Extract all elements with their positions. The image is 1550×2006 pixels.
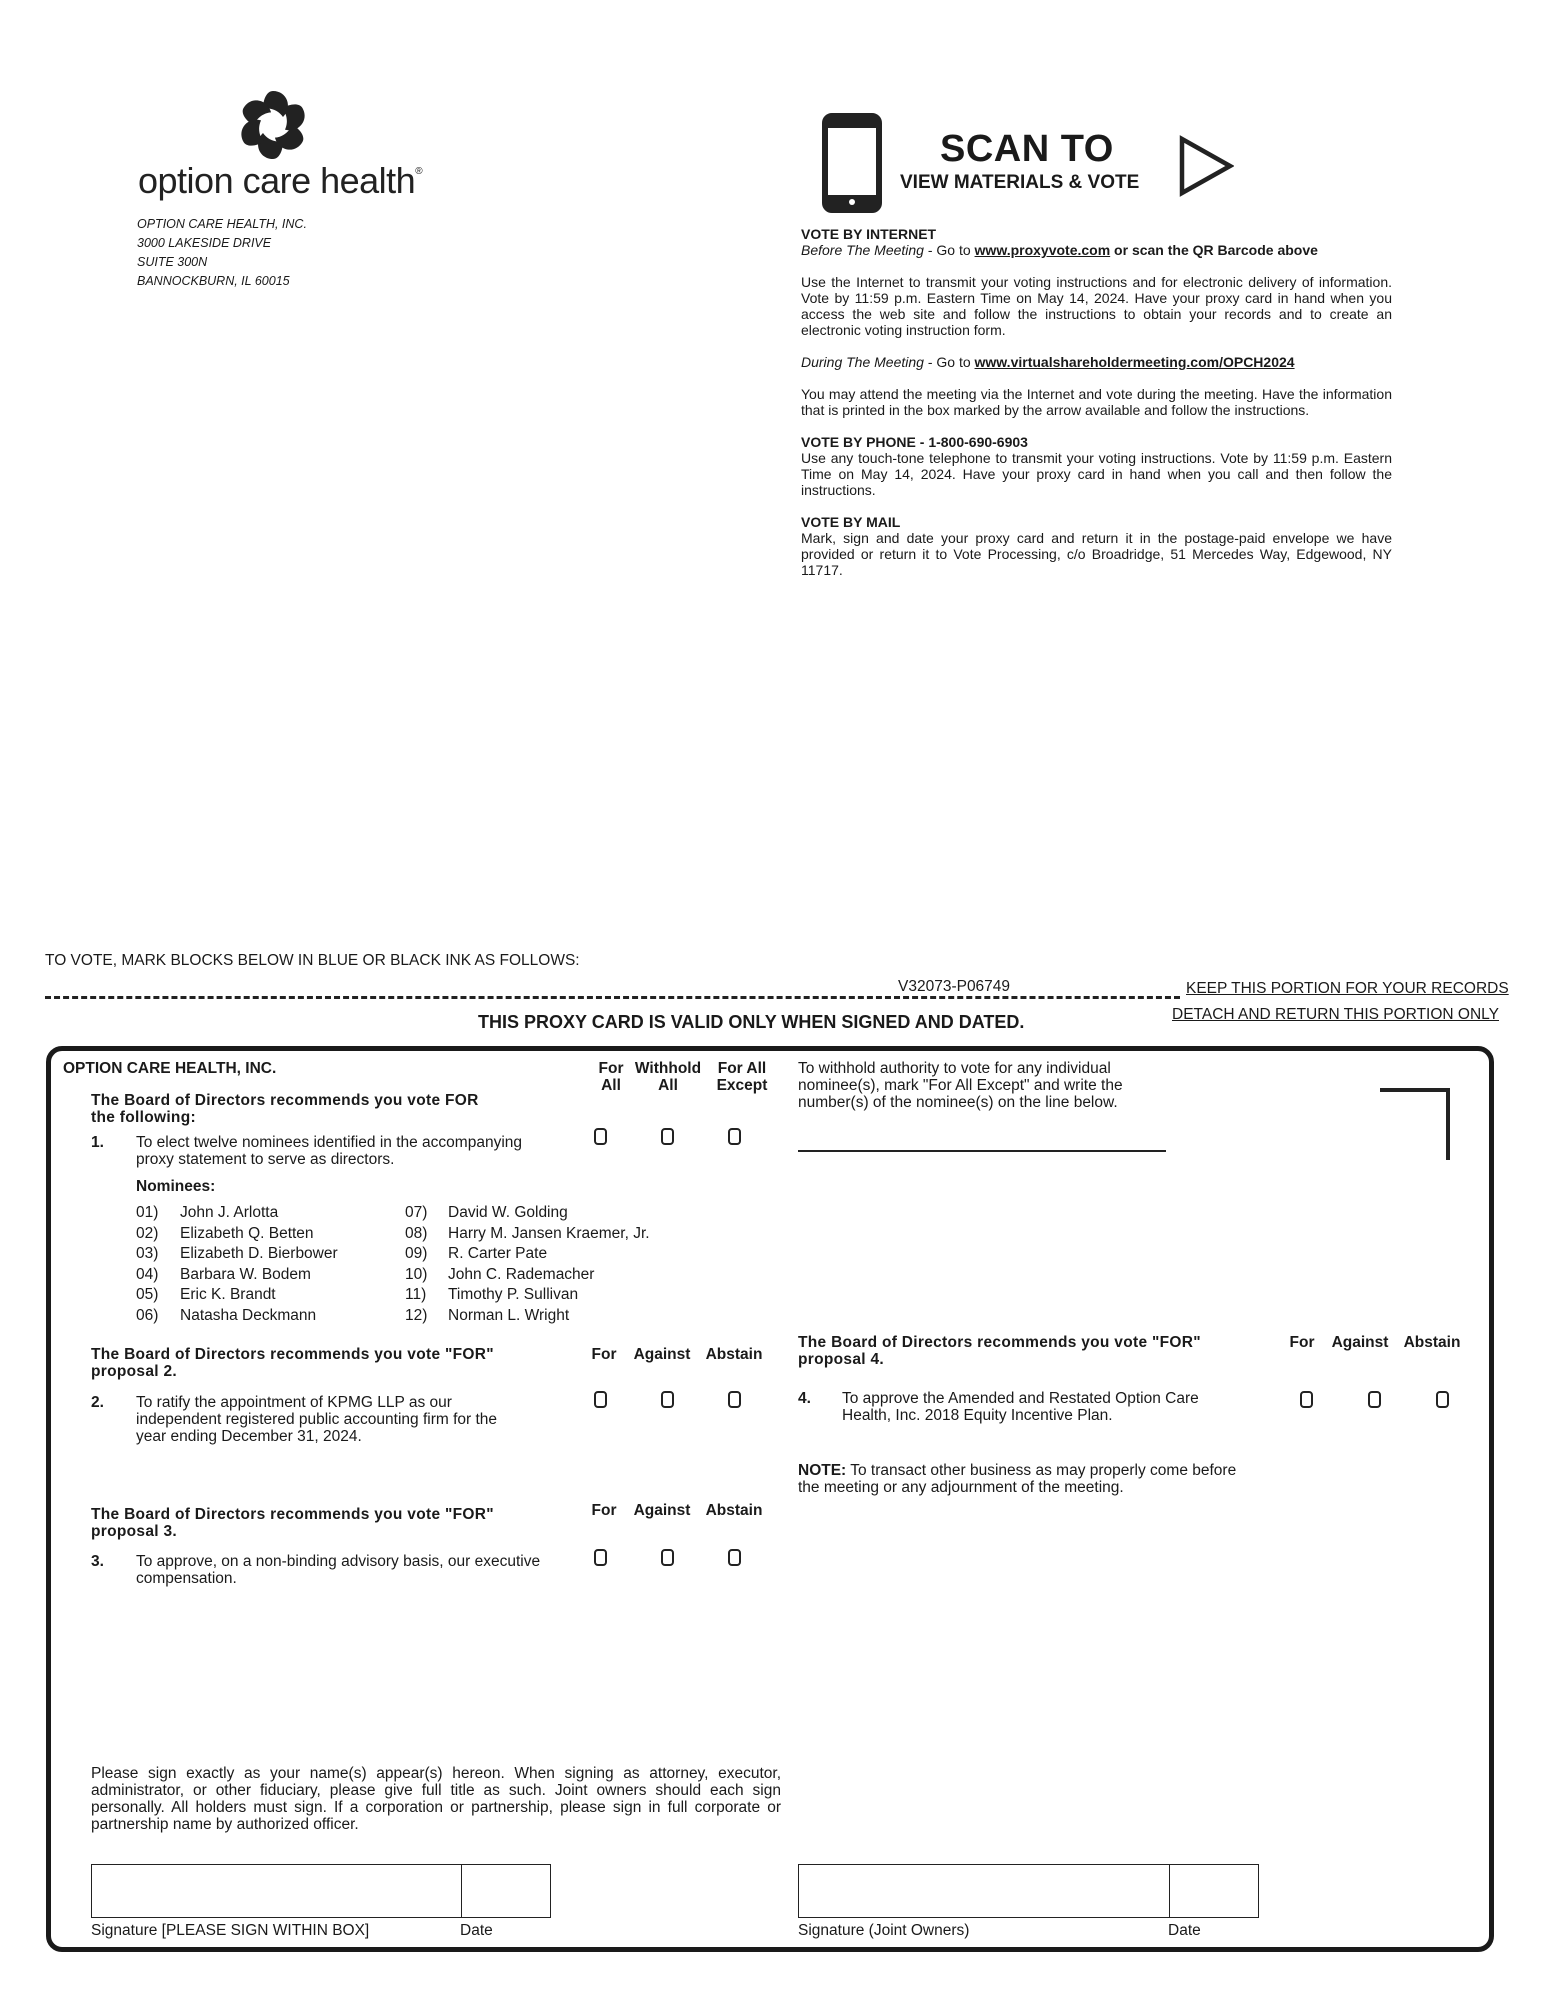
phone-icon — [822, 113, 882, 213]
col-for: For — [591, 1346, 617, 1363]
col-abstain: Abstain — [705, 1346, 763, 1363]
for-all-except-checkbox[interactable] — [728, 1128, 741, 1145]
nominee-number: 10) — [405, 1265, 428, 1283]
phone-body: Use any touch-tone telephone to transmit your voting instructions. Vote by 11:59 p.m. Eastern Time on May 14, 2024. Have your proxy card in hand when you call and then follow the instructions. — [801, 450, 1392, 498]
address-line: 3000 LAKESIDE DRIVE — [137, 236, 272, 250]
item-4-abstain-checkbox[interactable] — [1436, 1391, 1449, 1408]
item-4-against-checkbox[interactable] — [1368, 1391, 1381, 1408]
recommendation-4: The Board of Directors recommends you vote "FOR" — [798, 1334, 1201, 1351]
item-2-text: To ratify the appointment of KPMG LLP as our independent registered public accounting firm for the year ending December 31, 2024. — [136, 1394, 498, 1445]
nominee-number: 03) — [136, 1245, 159, 1262]
date-box-divider — [1169, 1865, 1170, 1917]
phone-heading: VOTE BY PHONE - 1-800-690-6903 — [801, 434, 1028, 450]
item-3-text: To approve, on a non-binding advisory basis, our executive — [136, 1553, 541, 1570]
nominee-name: Timothy P. Sullivan — [448, 1286, 579, 1303]
col-against: Against — [633, 1346, 691, 1363]
company-address — [137, 215, 307, 291]
internet-heading: VOTE BY INTERNET — [801, 226, 937, 242]
recommendation-1-cont: the following: — [91, 1109, 196, 1126]
col-for: For — [1289, 1334, 1315, 1351]
nominee-name: Natasha Deckmann — [180, 1306, 317, 1324]
nominee-number: 06) — [136, 1306, 159, 1324]
nominee-number: 12) — [405, 1306, 428, 1324]
col-against: Against — [633, 1502, 691, 1519]
nominee-number: 04) — [136, 1265, 159, 1283]
internet-body: Use the Internet to transmit your voting instructions and for electronic delivery of information. Vote by 11:59 p.m. Eastern Time on May 14, 2024. Have your proxy card in hand when you access the web site and follow the instructions to obtain your records and to create an electronic voting instruction form. — [801, 274, 1392, 338]
item-4-for-checkbox[interactable] — [1300, 1391, 1313, 1408]
nominee-number: 08) — [405, 1224, 428, 1242]
col-for-all: For All — [598, 1060, 624, 1094]
withhold-note: To withhold authority to vote for any individual — [798, 1060, 1111, 1077]
internet-before: Before The Meeting - Go to www.proxyvote.com or scan the QR Barcode above — [801, 242, 1318, 258]
address-line: SUITE 300N — [137, 255, 208, 269]
nominee-number: 05) — [136, 1286, 159, 1303]
company-logo-icon — [238, 90, 308, 160]
note: NOTE: To transact other business as may properly come before — [798, 1462, 1237, 1479]
item-1-number: 1. — [91, 1134, 104, 1151]
nominee-number: 07) — [405, 1204, 428, 1221]
date-label: Date — [460, 1922, 493, 1939]
company-logo-text: option care health® — [138, 160, 423, 201]
withhold-note-cont: number(s) of the nominee(s) on the line below. — [798, 1094, 1118, 1111]
recommendation-1: The Board of Directors recommends you vote FOR — [91, 1092, 479, 1109]
proxyvote-link[interactable]: www.proxyvote.com — [974, 242, 1111, 258]
col-abstain: Abstain — [1403, 1334, 1461, 1351]
item-1-text-cont: proxy statement to serve as directors. — [136, 1151, 395, 1168]
nominee-name: John J. Arlotta — [180, 1204, 279, 1221]
nominee-name: Norman L. Wright — [448, 1306, 570, 1324]
nominee-number: 11) — [405, 1286, 427, 1303]
for-all-checkbox[interactable] — [594, 1128, 607, 1145]
signature-label: Signature [PLEASE SIGN WITHIN BOX] — [91, 1922, 370, 1939]
item-3-for-checkbox[interactable] — [594, 1549, 607, 1566]
detach-line — [45, 996, 1180, 999]
withhold-note-cont: nominee(s), mark "For All Except" and write the — [798, 1077, 1123, 1094]
col-abstain: Abstain — [705, 1502, 763, 1519]
item-4-text-cont: Health, Inc. 2018 Equity Incentive Plan. — [842, 1407, 1113, 1424]
voting-instructions — [801, 226, 1392, 578]
recommendation-2: The Board of Directors recommends you vote "FOR" — [91, 1346, 494, 1363]
nominee-name: David W. Golding — [448, 1204, 568, 1221]
recommendation-2-cont: proposal 2. — [91, 1363, 177, 1380]
recommendation-4-cont: proposal 4. — [798, 1351, 884, 1368]
address-line: BANNOCKBURN, IL 60015 — [137, 274, 290, 288]
nominee-exception-line[interactable] — [798, 1150, 1166, 1152]
col-against: Against — [1331, 1334, 1389, 1351]
address-line: OPTION CARE HEALTH, INC. — [137, 217, 307, 231]
item-2-abstain-checkbox[interactable] — [728, 1391, 741, 1408]
note-cont: the meeting or any adjournment of the meeting. — [798, 1479, 1124, 1496]
nominee-number: 09) — [405, 1245, 428, 1262]
arrow-right-icon — [1178, 135, 1234, 197]
mail-body: Mark, sign and date your proxy card and return it in the postage-paid envelope we have provided or return it to Vote Processing, c/o Broadridge, 51 Mercedes Way, Edgewood, NY 11717. — [801, 530, 1392, 578]
date-label: Date — [1168, 1922, 1201, 1939]
withhold-all-checkbox[interactable] — [661, 1128, 674, 1145]
nominee-number: 02) — [136, 1224, 159, 1242]
nominee-name: R. Carter Pate — [448, 1245, 548, 1262]
col-for-all-except: For All Except — [716, 1060, 768, 1094]
nominee-name: John C. Rademacher — [448, 1265, 595, 1283]
mail-heading: VOTE BY MAIL — [801, 514, 901, 530]
control-code: V32073-P06749 — [898, 978, 1011, 995]
signing-instructions: Please sign exactly as your name(s) appear(s) hereon. When signing as attorney, executor, administrator, or other fiduciary, please give full title as such. Joint owners should each sign personally. All holders must sign. If a corporation or partnership, please sign in full corporate or partnership name by authorized officer. — [91, 1765, 781, 1833]
joint-signature-box[interactable] — [798, 1864, 1259, 1918]
item-2-for-checkbox[interactable] — [594, 1391, 607, 1408]
item-4-number: 4. — [798, 1390, 811, 1407]
date-box-divider — [461, 1865, 462, 1917]
nominee-name: Harry M. Jansen Kraemer, Jr. — [448, 1224, 650, 1242]
keep-portion-label: KEEP THIS PORTION FOR YOUR RECORDS — [1186, 980, 1509, 997]
joint-signature-label: Signature (Joint Owners) — [798, 1922, 970, 1939]
item-4-text: To approve the Amended and Restated Option Care — [842, 1390, 1199, 1407]
col-withhold-all: Withhold All — [634, 1060, 702, 1094]
detach-portion-label: DETACH AND RETURN THIS PORTION ONLY — [1172, 1006, 1499, 1023]
col-for: For — [591, 1502, 617, 1519]
item-2-against-checkbox[interactable] — [661, 1391, 674, 1408]
internet-during: During The Meeting - Go to www.virtualshareholdermeeting.com/OPCH2024 — [801, 354, 1295, 370]
marking-instructions: TO VOTE, MARK BLOCKS BELOW IN BLUE OR BLACK INK AS FOLLOWS: — [45, 952, 580, 969]
item-3-abstain-checkbox[interactable] — [728, 1549, 741, 1566]
nominees-label: Nominees: — [136, 1178, 216, 1195]
item-1-text: To elect twelve nominees identified in the accompanying — [136, 1134, 523, 1151]
nominee-name: Elizabeth D. Bierbower — [180, 1245, 338, 1262]
nominee-number: 01) — [136, 1204, 159, 1221]
recommendation-3: The Board of Directors recommends you vote "FOR" — [91, 1506, 494, 1523]
recommendation-3-cont: proposal 3. — [91, 1523, 177, 1540]
corner-mark — [1380, 1088, 1450, 1160]
signature-box[interactable] — [91, 1864, 551, 1918]
item-3-text-cont: compensation. — [136, 1570, 237, 1587]
internet-during-body: You may attend the meeting via the Internet and vote during the meeting. Have the information that is printed in the box marked by the arrow available and follow the instructions. — [801, 386, 1392, 418]
item-2-number: 2. — [91, 1394, 104, 1411]
item-3-number: 3. — [91, 1553, 104, 1570]
nominee-name: Eric K. Brandt — [180, 1286, 276, 1303]
scan-subtitle: VIEW MATERIALS & VOTE — [900, 172, 1140, 193]
scan-title: SCAN TO — [940, 128, 1114, 170]
nominee-name: Elizabeth Q. Betten — [180, 1224, 314, 1242]
virtual-meeting-link[interactable]: www.virtualshareholdermeeting.com/OPCH2024 — [974, 354, 1295, 370]
card-company: OPTION CARE HEALTH, INC. — [63, 1060, 277, 1077]
nominee-name: Barbara W. Bodem — [180, 1265, 311, 1283]
item-3-against-checkbox[interactable] — [661, 1549, 674, 1566]
